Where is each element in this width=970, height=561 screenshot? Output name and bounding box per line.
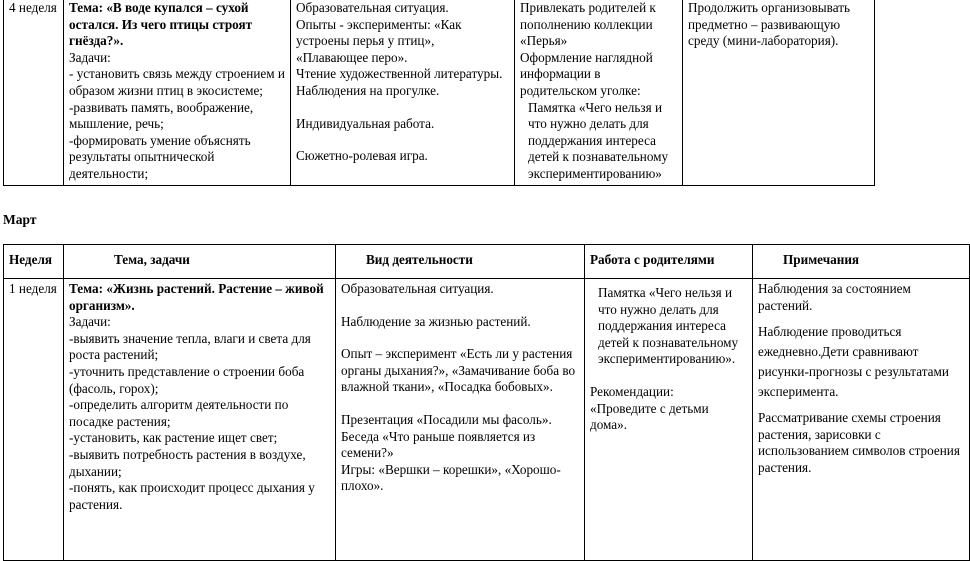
notes-item: Рассматривание схемы строения растения, зарисовки с использованием символов строения растения. bbox=[758, 410, 960, 475]
activity-item: Игры: «Вершки – корешки», «Хорошо-плохо». bbox=[341, 461, 561, 494]
task-item: -формировать умение объяснять результаты опытнической деятельности; bbox=[69, 132, 251, 181]
notes-cell bbox=[683, 0, 875, 186]
notes-text: Продолжить организовывать предметно – развивающую среду (мини-лаборатория). bbox=[688, 0, 851, 49]
activity-cell bbox=[291, 0, 515, 186]
task-item: -развивать память, воображение, мышление, речь; bbox=[69, 99, 254, 132]
task-item: -определить алгоритм деятельности по посадке растения; bbox=[69, 397, 289, 429]
header-notes: Примечания bbox=[753, 245, 970, 279]
topic-title: Тема: «Жизнь растений. Растение – живой организм». bbox=[69, 281, 324, 313]
task-item: - установить связь между строением и образом жизни птиц в экосистеме; bbox=[69, 66, 285, 98]
parents-cell bbox=[515, 0, 683, 186]
week-label: 1 неделя bbox=[9, 281, 57, 296]
week4-table bbox=[3, 0, 875, 186]
parents-item: Памятка «Чего нельзя и что нужно делать для поддержания интереса детей к познавательному экспериментированию» bbox=[528, 99, 669, 181]
topic-cell bbox=[64, 0, 291, 186]
activity-item: Опыт – эксперимент «Есть ли у растения органы дыхания?», «Замачивание боба во влажной ткани», «Посадка бобовых». bbox=[341, 346, 576, 395]
header-topic: Тема, задачи bbox=[64, 245, 336, 279]
activity-item: Наблюдение за жизнью растений. bbox=[341, 313, 531, 329]
activity-item: Сюжетно-ролевая игра. bbox=[296, 148, 428, 164]
parents-item: Привлекать родителей к пополнению коллекции «Перья» bbox=[520, 0, 656, 49]
week-label: 4 неделя bbox=[9, 0, 57, 15]
notes-item: Наблюдение проводиться ежедневно.Дети сравнивают рисунки-прогнозы с результатами эксперимента. bbox=[758, 324, 949, 400]
task-item: -выявить значение тепла, влаги и света для роста растений; bbox=[69, 330, 311, 363]
topic-cell bbox=[64, 279, 336, 561]
parents-item: Оформление наглядной информации в родительском уголке: bbox=[520, 49, 653, 98]
activity-item: Опыты - эксперименты: «Как устроены перья у птиц», «Плавающее перо». bbox=[296, 16, 462, 65]
tasks-label: Задачи: bbox=[69, 314, 111, 330]
week-cell bbox=[4, 279, 64, 561]
header-parents: Работа с родителями bbox=[585, 245, 753, 279]
activity-cell bbox=[336, 279, 585, 561]
header-week: Неделя bbox=[4, 245, 64, 279]
topic-title: Тема: «В воде купался – сухой остался. Из чего птицы строят гнёзда?». bbox=[69, 0, 253, 49]
parents-item: Памятка «Чего нельзя и что нужно делать для поддержания интереса детей к познавательному экспериментированию». bbox=[598, 285, 739, 367]
notes-item: Наблюдения за состоянием растений. bbox=[758, 281, 911, 313]
task-item: -выявить потребность растения в воздухе, дыхании; bbox=[69, 446, 306, 479]
notes-cell bbox=[753, 279, 970, 561]
activity-item: Образовательная ситуация. bbox=[296, 0, 449, 15]
activity-item: Образовательная ситуация. bbox=[341, 281, 494, 296]
march-table bbox=[3, 244, 970, 561]
activity-item: Чтение художественной литературы. Наблюдения на прогулке. bbox=[296, 66, 503, 98]
activity-item: Индивидуальная работа. bbox=[296, 115, 435, 131]
task-item: -установить, как растение ищет свет; bbox=[69, 430, 278, 446]
week-cell bbox=[4, 0, 64, 186]
tasks-label: Задачи: bbox=[69, 49, 111, 65]
header-activity: Вид деятельности bbox=[336, 245, 585, 279]
month-title: Март bbox=[3, 212, 37, 227]
task-item: -понять, как происходит процесс дыхания у растения. bbox=[69, 480, 315, 512]
activity-item: Презентация «Посадили мы фасоль». bbox=[341, 411, 552, 427]
activity-item: Беседа «Что раньше появляется из семени?» bbox=[341, 428, 536, 461]
parents-item: «Проведите с детьми дома». bbox=[590, 400, 709, 433]
task-item: -уточнить представление о строении боба (фасоль, горох); bbox=[69, 363, 305, 396]
parents-cell bbox=[585, 279, 753, 561]
parents-item: Рекомендации: bbox=[590, 383, 674, 399]
